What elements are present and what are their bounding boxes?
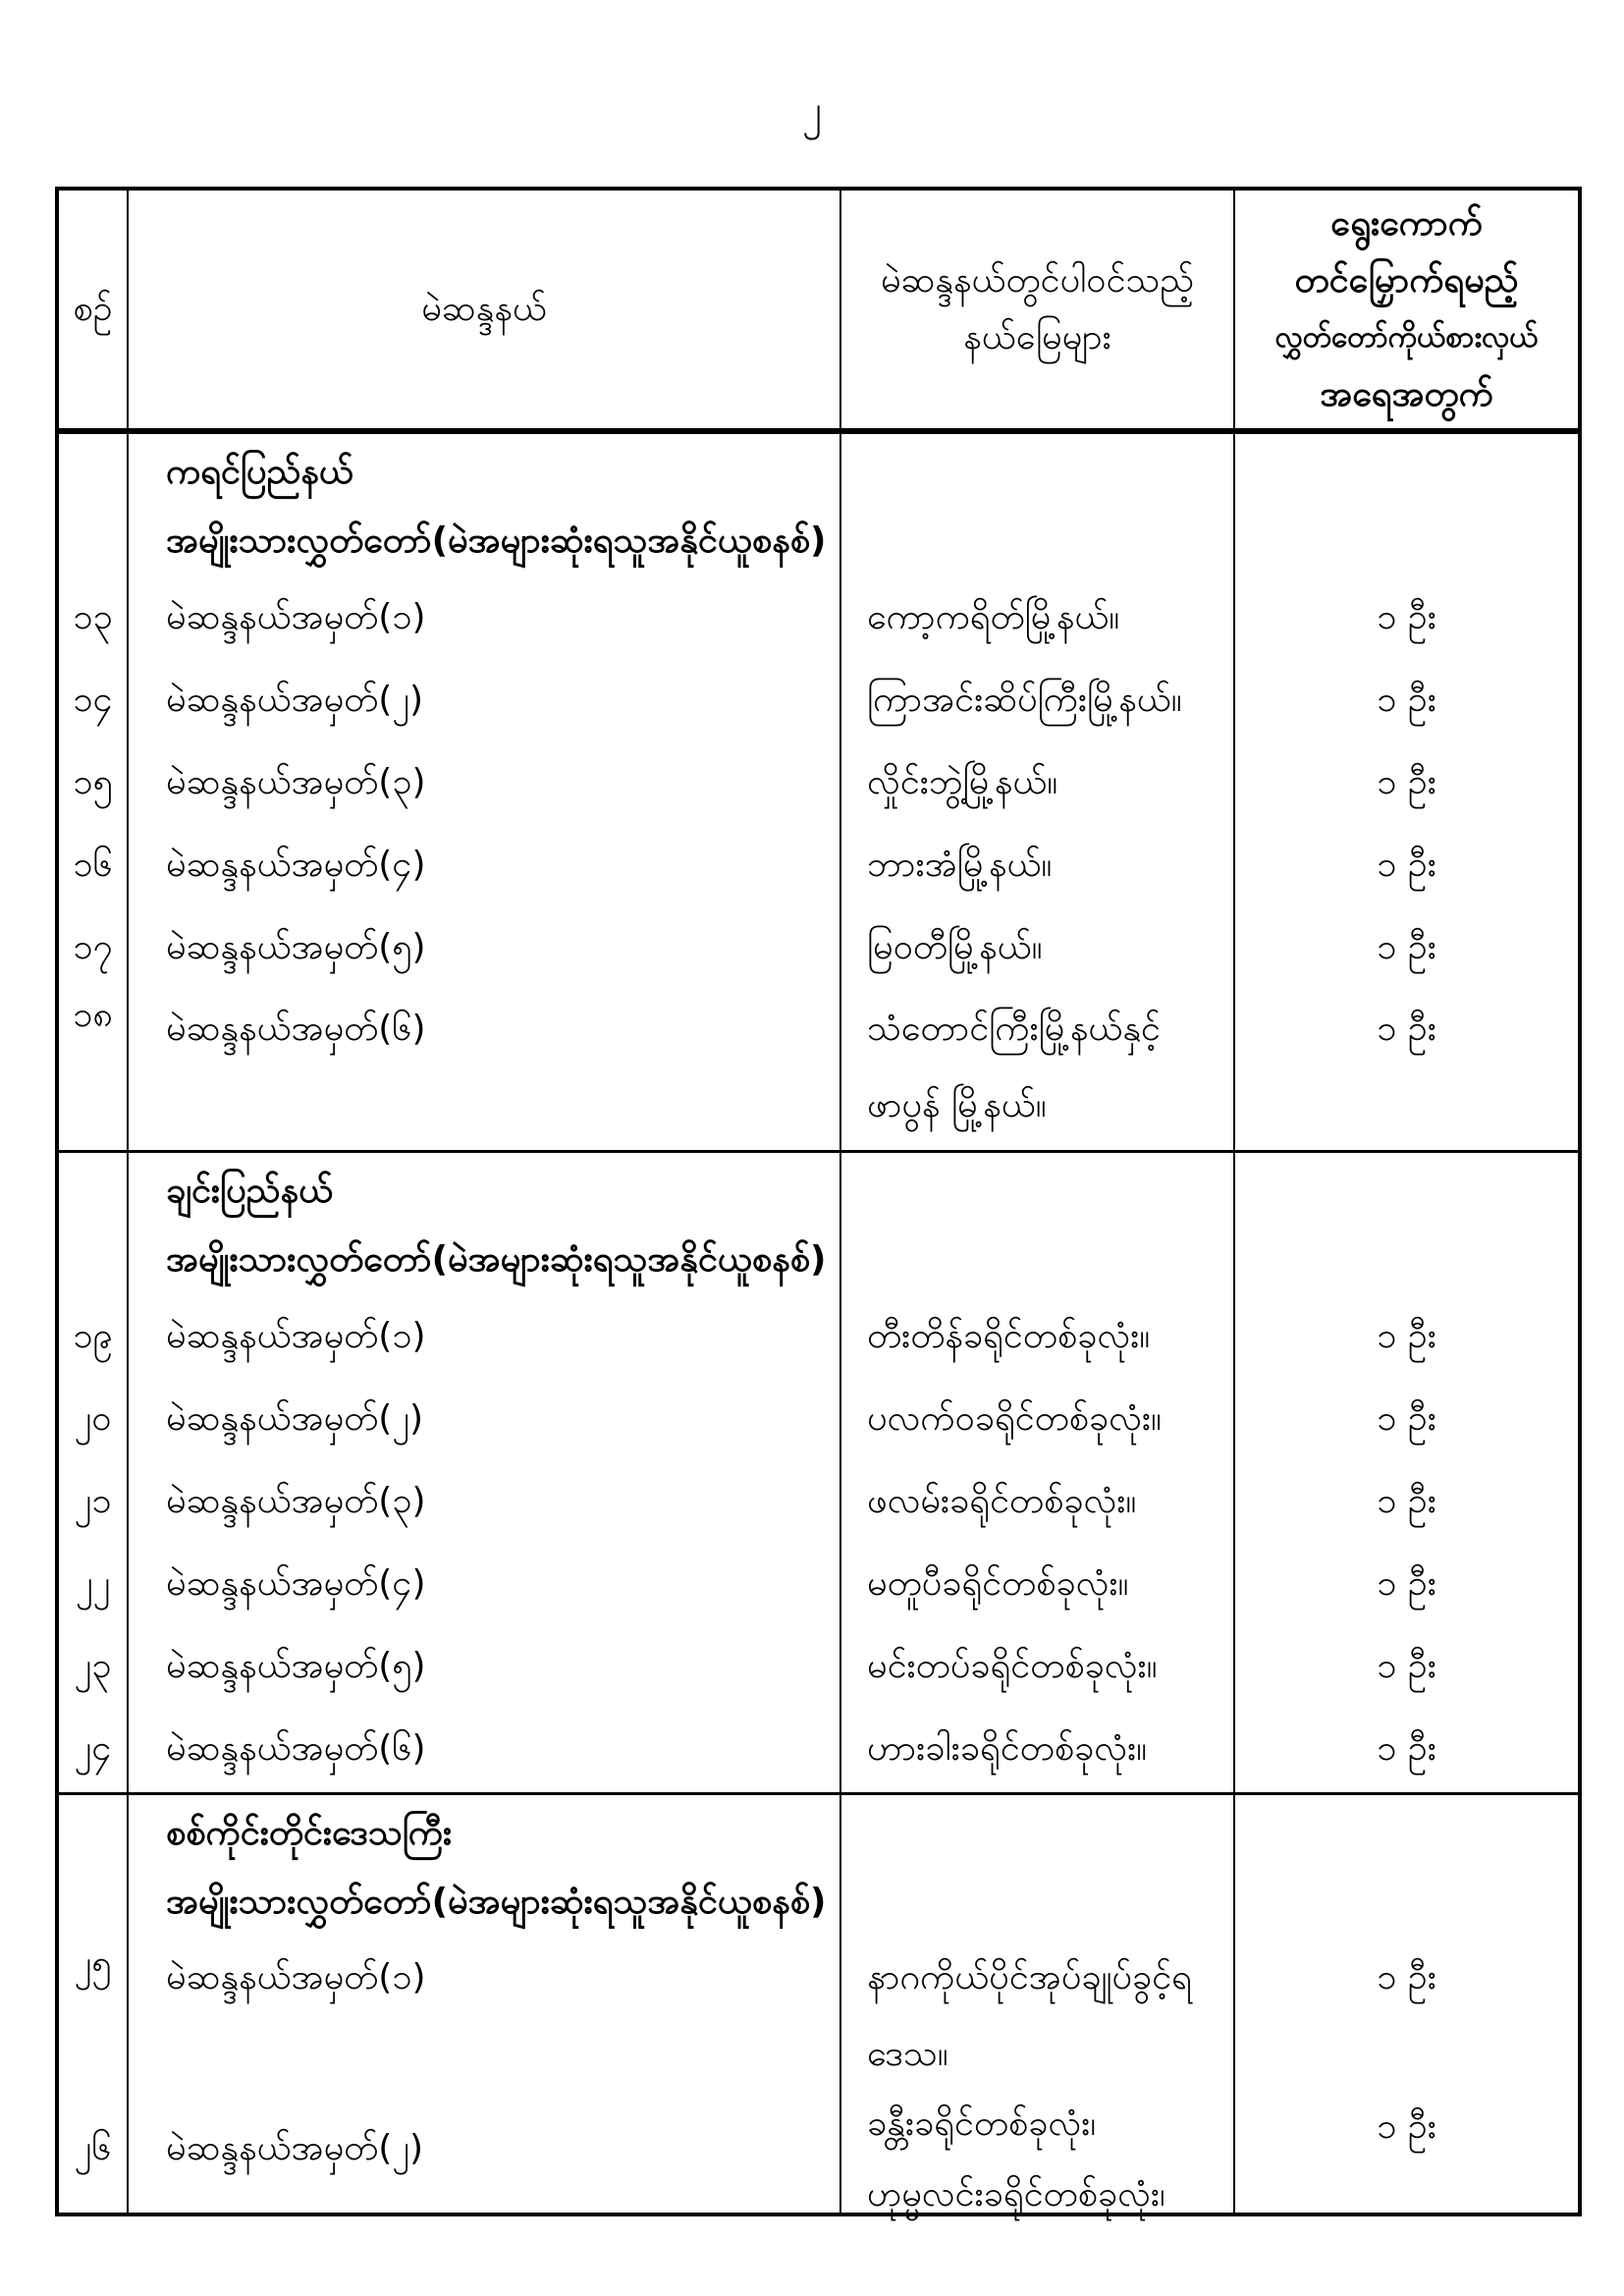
row-20-areas: ပလက်ဝခရိုင်တစ်ခုလုံး။	[841, 1380, 1235, 1462]
row-13-serial: ၁၃	[59, 578, 129, 661]
row-17-serial: ၁၇	[59, 908, 129, 991]
row-16-constituency: မဲဆန္ဒနယ်အမှတ်(၄)	[129, 826, 841, 908]
row-19-constituency: မဲဆန္ဒနယ်အမှတ်(၁)	[129, 1297, 841, 1380]
section-chin-count-spacer	[1235, 1150, 1578, 1297]
row-15-areas: လှိုင်းဘွဲ့မြို့နယ်။	[841, 743, 1235, 826]
section-kayin-serial-spacer	[59, 431, 129, 578]
row-25-count: ၁ ဦး	[1377, 1957, 1436, 1997]
section-kayin-count-spacer	[1235, 431, 1578, 578]
row-16-areas: ဘားအံမြို့နယ်။	[841, 826, 1235, 908]
row-23-areas: မင်းတပ်ခရိုင်တစ်ခုလုံး။	[841, 1627, 1235, 1710]
row-15-serial: ၁၅	[59, 743, 129, 826]
row-16-serial: ၁၆	[59, 826, 129, 908]
row-26-count: ၁ ဦး	[1377, 2106, 1436, 2147]
section-assembly-title: အမျိုးသားလွှတ်တော်(မဲအများဆုံးရသူအနိုင်ယူစနစ်)	[166, 1238, 827, 1280]
row-24-constituency: မဲဆန္ဒနယ်အမှတ်(၆)	[129, 1710, 841, 1792]
section-region-title: ချင်းပြည်နယ်	[166, 1170, 334, 1211]
row-25-serial: ၂၅	[59, 1940, 129, 2089]
row-26-area-line2: ဟုမ္မလင်းခရိုင်တစ်ခုလုံး၊	[867, 2174, 1165, 2214]
section-region-title: ကရင်ပြည်နယ်	[166, 451, 353, 492]
row-17-count: ၁ ဦး	[1377, 927, 1436, 967]
header-count-line2: တင်မြှောက်ရမည့်	[1294, 260, 1519, 301]
section-kayin-areas-spacer	[841, 431, 1235, 578]
header-areas-line1: မဲဆန္ဒနယ်တွင်ပါဝင်သည့်	[880, 260, 1195, 301]
row-14-constituency: မဲဆန္ဒနယ်အမှတ်(၂)	[129, 661, 841, 743]
row-26-area-line1: ခန္တီးခရိုင်တစ်ခုလုံး၊	[867, 2104, 1097, 2144]
row-25-area-line1: နာဂကိုယ်ပိုင်အုပ်ချုပ်ခွင့်ရ	[867, 1957, 1192, 1997]
section-sagaing-areas-spacer	[841, 1792, 1235, 1940]
row-15-count: ၁ ဦး	[1377, 762, 1436, 802]
header-col-constituency	[129, 191, 841, 431]
row-26-serial: ၂၆	[59, 2089, 129, 2213]
row-18-area-line1: သံတောင်ကြီးမြို့နယ်နှင့်	[867, 1009, 1161, 1049]
section-chin-serial-spacer	[59, 1150, 129, 1297]
row-20-constituency: မဲဆန္ဒနယ်အမှတ်(၂)	[129, 1380, 841, 1462]
row-25-area-line2: ဒေသ။	[867, 2034, 948, 2074]
row-15-constituency: မဲဆန္ဒနယ်အမှတ်(၃)	[129, 743, 841, 826]
row-24-count: ၁ ဦး	[1377, 1728, 1436, 1769]
row-18-count: ၁ ဦး	[1377, 1009, 1436, 1049]
row-25-areas	[841, 1940, 1235, 2089]
header-constituency-label: မဲဆန္ဒနယ်	[421, 289, 547, 329]
row-20-count: ၁ ဦး	[1377, 1398, 1436, 1439]
row-24-areas: ဟားခါးခရိုင်တစ်ခုလုံး။	[841, 1710, 1235, 1792]
header-count-line1: ရွေးကောက်	[1330, 203, 1483, 244]
row-18-serial: ၁၈	[59, 991, 129, 1150]
header-count-line3: လွှတ်တော်ကိုယ်စားလှယ်	[1274, 320, 1539, 355]
header-col-serial	[59, 191, 129, 431]
row-24-serial: ၂၄	[59, 1710, 129, 1792]
row-13-constituency: မဲဆန္ဒနယ်အမှတ်(၁)	[129, 578, 841, 661]
row-25-constituency: မဲဆန္ဒနယ်အမှတ်(၁)	[129, 1940, 841, 2089]
section-region-title: စစ်ကိုင်းတိုင်းဒေသကြီး	[166, 1812, 453, 1853]
section-chin-areas-spacer	[841, 1150, 1235, 1297]
row-22-count: ၁ ဦး	[1377, 1563, 1436, 1604]
row-19-serial: ၁၉	[59, 1297, 129, 1380]
header-col-areas	[841, 191, 1235, 431]
row-23-serial: ၂၃	[59, 1627, 129, 1710]
section-sagaing-header	[129, 1792, 841, 1940]
section-chin-header	[129, 1150, 841, 1297]
row-13-areas: ကော့ကရိတ်မြို့နယ်။	[841, 578, 1235, 661]
row-14-areas: ကြာအင်းဆိပ်ကြီးမြို့နယ်။	[841, 661, 1235, 743]
section-kayin-header	[129, 431, 841, 578]
row-19-areas: တီးတိန်ခရိုင်တစ်ခုလုံး။	[841, 1297, 1235, 1380]
row-19-count: ၁ ဦး	[1377, 1316, 1436, 1356]
header-serial-label: စဉ်	[73, 289, 113, 329]
row-21-constituency: မဲဆန္ဒနယ်အမှတ်(၃)	[129, 1462, 841, 1545]
row-14-count: ၁ ဦး	[1377, 680, 1436, 720]
row-21-areas: ဖလမ်းခရိုင်တစ်ခုလုံး။	[841, 1462, 1235, 1545]
section-assembly-title: အမျိုးသားလွှတ်တော်(မဲအများဆုံးရသူအနိုင်ယူစနစ်)	[166, 519, 827, 561]
row-13-count: ၁ ဦး	[1377, 597, 1436, 637]
section-sagaing-serial-spacer	[59, 1792, 129, 1940]
row-17-constituency: မဲဆန္ဒနယ်အမှတ်(၅)	[129, 908, 841, 991]
row-23-constituency: မဲဆန္ဒနယ်အမှတ်(၅)	[129, 1627, 841, 1710]
row-14-serial: ၁၄	[59, 661, 129, 743]
header-areas-line2: နယ်မြေများ	[963, 317, 1111, 357]
row-23-count: ၁ ဦး	[1377, 1646, 1436, 1686]
constituency-table	[55, 187, 1582, 2216]
header-col-count	[1235, 191, 1578, 431]
section-assembly-title: အမျိုးသားလွှတ်တော်(မဲအများဆုံးရသူအနိုင်ယူစနစ်)	[166, 1881, 827, 1922]
row-21-count: ၁ ဦး	[1377, 1481, 1436, 1521]
row-18-areas	[841, 991, 1235, 1150]
section-sagaing-count-spacer	[1235, 1792, 1578, 1940]
row-18-area-line2: ဖာပွန် မြို့နယ်။	[867, 1085, 1047, 1125]
row-20-serial: ၂၀	[59, 1380, 129, 1462]
row-21-serial: ၂၁	[59, 1462, 129, 1545]
row-17-areas: မြဝတီမြို့နယ်။	[841, 908, 1235, 991]
header-count-line4: အရေအတွက်	[1320, 374, 1493, 414]
row-26-constituency: မဲဆန္ဒနယ်အမှတ်(၂)	[129, 2089, 841, 2213]
row-22-serial: ၂၂	[59, 1545, 129, 1627]
row-22-areas: မတူပီခရိုင်တစ်ခုလုံး။	[841, 1545, 1235, 1627]
row-26-areas	[841, 2089, 1235, 2213]
row-16-count: ၁ ဦး	[1377, 845, 1436, 885]
row-18-constituency: မဲဆန္ဒနယ်အမှတ်(၆)	[129, 991, 841, 1150]
row-22-constituency: မဲဆန္ဒနယ်အမှတ်(၄)	[129, 1545, 841, 1627]
page-number: ၂	[802, 87, 822, 133]
